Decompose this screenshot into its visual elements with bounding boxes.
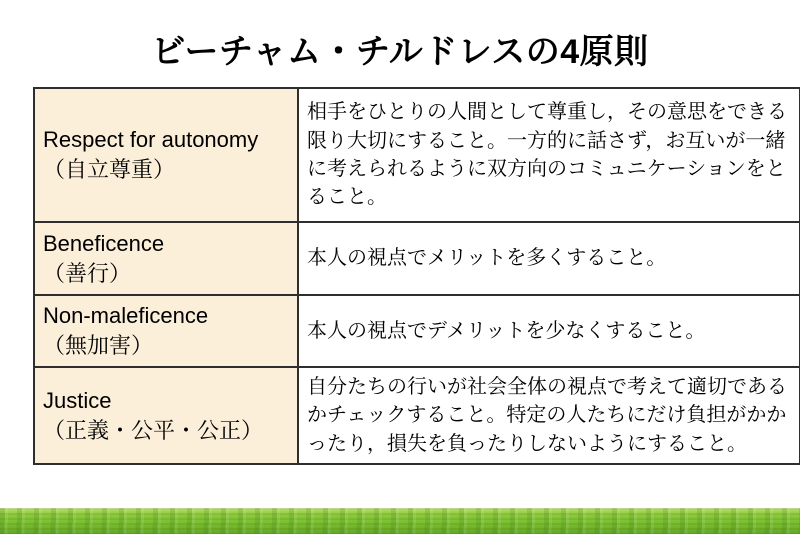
term-cell xyxy=(34,88,298,222)
term-en-label: Non-maleficence xyxy=(43,303,209,329)
term-en-label: Justice xyxy=(43,387,112,413)
term-cell xyxy=(34,367,298,464)
grass-footer-image xyxy=(0,508,800,534)
term-ja-label: （自立尊重） xyxy=(43,157,176,182)
description-cell: 本人の視点でデメリットを少なくすること。 xyxy=(298,295,800,367)
term-ja-label: （無加害） xyxy=(43,333,154,358)
term-ja-label: （正義・公平・公正） xyxy=(43,417,264,443)
term-cell xyxy=(34,295,298,367)
table-row xyxy=(34,295,800,367)
table-row xyxy=(34,88,800,222)
term-en-label: Respect for autonomy xyxy=(43,127,259,153)
description-cell: 自分たちの行いが社会全体の視点で考えて適切であるかチェックすること。特定の人たちにだけ負担がかかったり，損失を負ったりしないようにすること。 xyxy=(298,367,800,464)
table-row xyxy=(34,367,800,464)
principles-table xyxy=(33,87,800,465)
description-cell: 本人の視点でメリットを多くすること。 xyxy=(298,222,800,295)
slide-title: ビーチャム・チルドレスの4原則 xyxy=(151,33,649,71)
term-cell xyxy=(34,222,298,295)
term-en-label: Beneficence xyxy=(43,230,165,256)
term-ja-label: （善行） xyxy=(43,260,132,286)
table-row xyxy=(34,222,800,295)
description-cell: 相手をひとりの人間として尊重し，その意思をできる限り大切にすること。一方的に話さず，お互いが一緒に考えられるように双方向のコミュニケーションをとること。 xyxy=(298,88,800,222)
